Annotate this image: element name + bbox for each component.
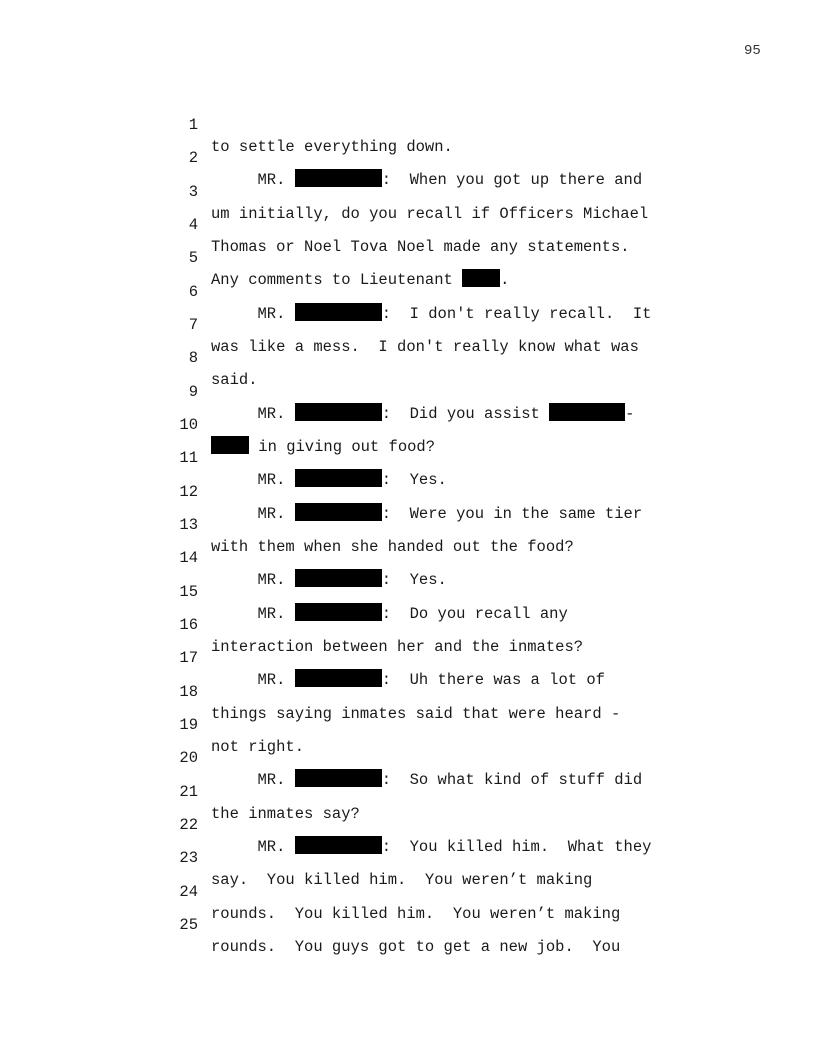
line-number: 24 [179,883,198,901]
line-text [211,569,447,591]
text-segment: : Uh there was a lot of [381,671,605,689]
page-number: 95 [744,43,761,59]
line-number: 20 [179,749,198,767]
line-number: 21 [179,783,198,801]
line-text [211,203,648,225]
transcript-line [0,92,453,156]
text-segment: MR. [211,171,295,189]
text-segment: was like a mess. I don't really know what was [211,338,639,356]
text-segment: : When you got up there and [381,171,643,189]
text-segment: MR. [211,571,295,589]
line-text [211,336,639,358]
text-segment: with them when she handed out the food? [211,538,574,556]
text-segment: MR. [211,471,295,489]
line-text [211,903,620,925]
redaction-bar [211,436,249,454]
line-number: 2 [188,149,198,167]
redaction-bar [295,569,382,587]
line-text [211,703,620,725]
line-text [211,836,651,858]
line-number: 25 [179,916,198,934]
line-text [211,236,630,258]
redaction-bar [295,503,382,521]
redaction-bar [295,303,382,321]
text-segment: : You killed him. What they [381,838,652,856]
text-segment: to settle everything down. [211,138,453,156]
text-segment: : Do you recall any [381,605,568,623]
line-text [211,669,605,691]
text-segment: interaction between her and the inmates? [211,638,584,656]
line-number: 13 [179,516,198,534]
line-text [211,469,447,491]
line-number: 7 [188,316,198,334]
text-segment: in giving out food? [249,438,436,456]
line-text [211,536,574,558]
redaction-bar [549,403,625,421]
line-text [211,803,360,825]
text-segment: the inmates say? [211,805,360,823]
line-number: 5 [188,249,198,267]
line-text [211,603,568,625]
text-segment: : So what kind of stuff did [381,771,643,789]
line-text [211,736,304,758]
text-segment: MR. [211,605,295,623]
text-segment: : Yes. [381,571,447,589]
line-text [211,769,642,791]
text-segment: MR. [211,771,295,789]
line-number: 19 [179,716,198,734]
line-number: 3 [188,183,198,201]
redaction-bar [462,269,500,287]
text-segment: MR. [211,405,295,423]
transcript-line [0,325,258,389]
redaction-bar [295,669,382,687]
redaction-bar [295,836,382,854]
text-segment: Any comments to Lieutenant [211,271,463,289]
line-number: 23 [179,849,198,867]
redaction-bar [295,403,382,421]
text-segment: Thomas or Noel Tova Noel made any statements. [211,238,630,256]
text-segment: not right. [211,738,305,756]
redaction-bar [295,469,382,487]
text-segment: said. [211,371,258,389]
line-number: 18 [179,683,198,701]
line-number: 12 [179,483,198,501]
line-number: 8 [188,349,198,367]
line-text [211,369,258,391]
line-text [211,503,642,525]
line-number: 14 [179,549,198,567]
line-text [211,169,642,191]
text-segment: rounds. You killed him. You weren’t making [211,905,621,923]
line-text [211,269,509,291]
line-text [211,936,620,958]
line-number: 10 [179,416,198,434]
text-segment: - [625,405,635,423]
text-segment: : Were you in the same tier [381,505,643,523]
line-number: 16 [179,616,198,634]
text-segment: : Yes. [381,471,447,489]
line-text [211,436,435,458]
line-number: 1 [188,116,198,134]
line-text [211,136,453,158]
text-segment: MR. [211,505,295,523]
text-segment: : I don't really recall. It [381,305,652,323]
text-segment: say. You killed him. You weren’t making [211,871,593,889]
text-segment: things saying inmates said that were heard - [211,705,621,723]
line-text [211,403,634,425]
text-segment: MR. [211,838,295,856]
line-number: 17 [179,649,198,667]
line-number: 15 [179,583,198,601]
line-text [211,636,583,658]
text-segment: : Did you assist [381,405,550,423]
line-number: 9 [188,383,198,401]
text-segment: . [500,271,510,289]
line-number: 11 [179,449,198,467]
redaction-bar [295,769,382,787]
text-segment: MR. [211,671,295,689]
text-segment: MR. [211,305,295,323]
text-segment: um initially, do you recall if Officers Michael [211,205,649,223]
line-text [211,303,651,325]
text-segment: rounds. You guys got to get a new job. You [211,938,621,956]
line-number: 4 [188,216,198,234]
line-number: 6 [188,283,198,301]
redaction-bar [295,603,382,621]
redaction-bar [295,169,382,187]
line-text [211,869,592,891]
line-number: 22 [179,816,198,834]
